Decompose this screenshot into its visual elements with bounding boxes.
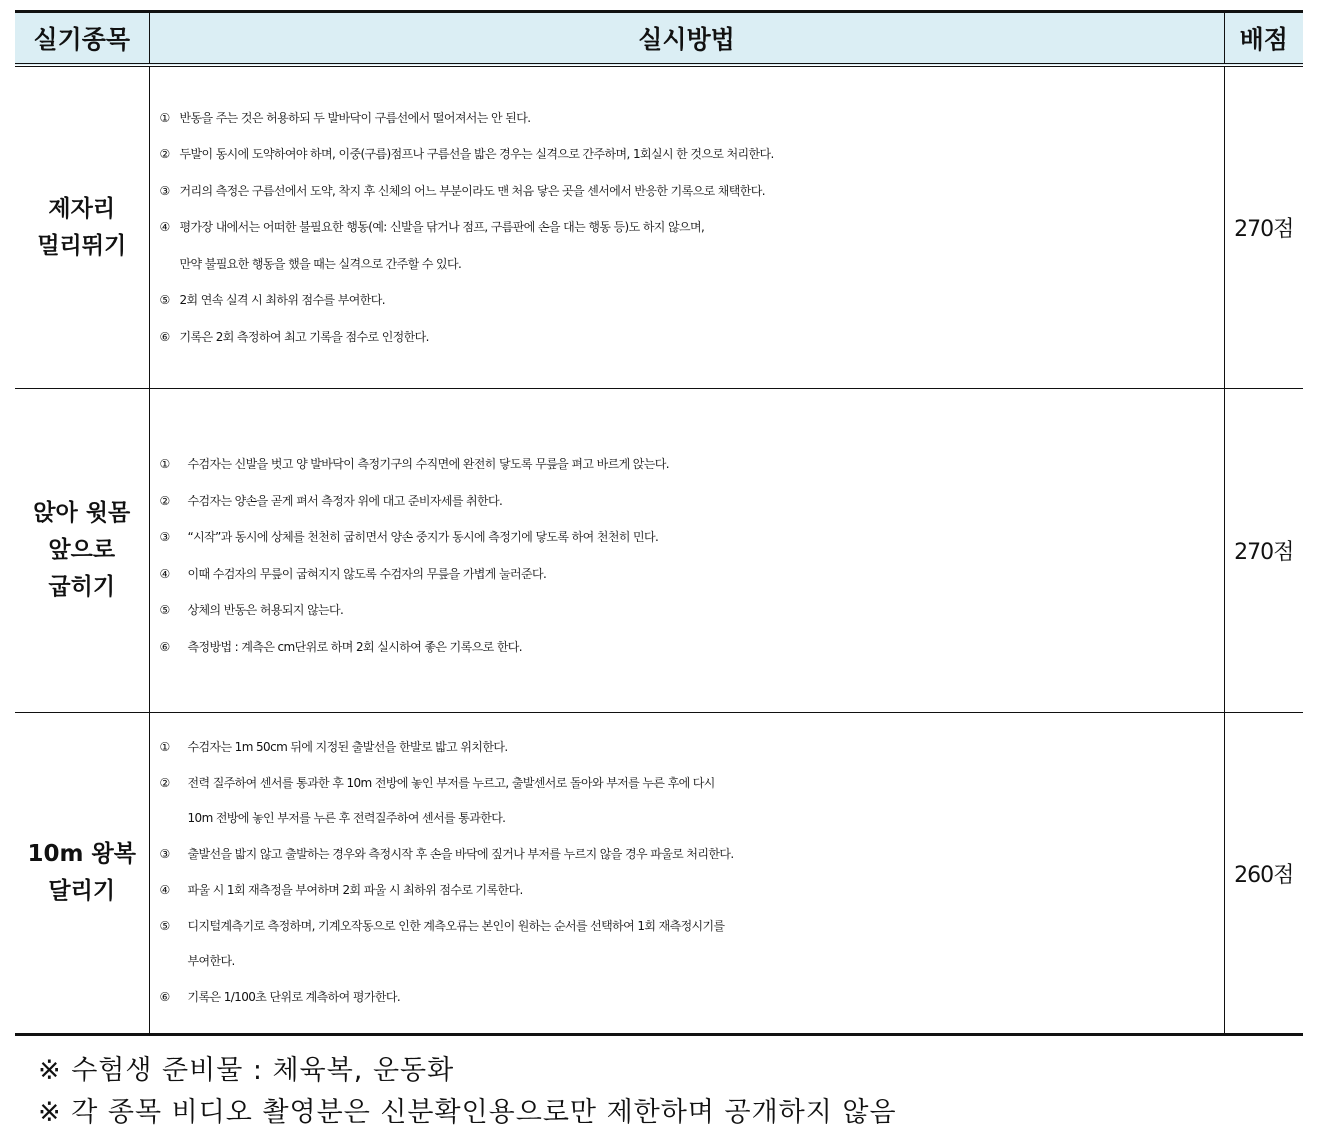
list-item xyxy=(160,837,1224,872)
list-item xyxy=(160,556,1224,593)
item-text: 이때 수검자의 무릎이 굽혀지지 않도록 수검자의 무릎을 가볍게 눌러준다. xyxy=(187,566,547,581)
footnotes xyxy=(38,1050,897,1134)
table-row xyxy=(15,65,1303,389)
list-item xyxy=(160,136,1224,173)
list-item xyxy=(160,873,1224,908)
method-list xyxy=(160,730,1224,1015)
note-preparation: ※ 수험생 준비물 : 체육복, 운동화 xyxy=(38,1055,455,1086)
practical-test-table xyxy=(15,10,1303,1036)
item-number: ③ xyxy=(159,183,170,198)
item-text: “시작”과 동시에 상체를 천천히 굽히면서 양손 중지가 동시에 측정기에 닿도록 하여 천천히 민다. xyxy=(187,530,659,544)
item-number: ④ xyxy=(159,220,170,235)
item-number: ③ xyxy=(159,530,170,544)
list-item xyxy=(160,446,1224,483)
list-item xyxy=(160,282,1224,319)
item-number: ② xyxy=(159,776,170,790)
event-name xyxy=(15,389,149,713)
item-text-continuation: 10m 전방에 놓인 부저를 누른 후 전력질주하여 센서를 통과한다. xyxy=(187,811,506,825)
item-text: 출발선을 밟지 않고 출발하는 경우와 측정시작 후 손을 바닥에 짚거나 부저를 누르지 않을 경우 파울로 처리한다. xyxy=(187,847,734,861)
item-text-continuation: 부여한다. xyxy=(187,954,235,968)
table-row xyxy=(15,713,1303,1035)
item-text: 전력 질주하여 센서를 통과한 후 10m 전방에 놓인 부저를 누르고, 출발센서로 돌아와 부저를 누른 후에 다시 xyxy=(187,776,715,790)
list-item xyxy=(160,100,1224,137)
note-video: ※ 각 종목 비디오 촬영분은 신분확인용으로만 제한하며 공개하지 않음 xyxy=(38,1097,897,1128)
item-text: 수검자는 양손을 곧게 펴서 측정자 위에 대고 준비자세를 취한다. xyxy=(187,493,503,508)
item-number: ① xyxy=(159,110,170,125)
header-event: 실기종목 xyxy=(15,12,149,66)
item-text: 측정방법 : 계측은 cm단위로 하며 2회 실시하여 좋은 기록으로 한다. xyxy=(187,639,523,654)
item-text: 기록은 1/100초 단위로 계측하여 평가한다. xyxy=(187,990,401,1004)
list-item xyxy=(160,519,1224,556)
list-item xyxy=(160,592,1224,629)
item-text-continuation: 만약 불필요한 행동을 했을 때는 실격으로 간주할 수 있다. xyxy=(179,256,462,271)
table-row xyxy=(15,389,1303,713)
method-cell xyxy=(149,389,1224,713)
score-value: 260점 xyxy=(1224,713,1303,1035)
item-text: 디지털계측기로 측정하며, 기계오작동으로 인한 계측오류는 본인이 원하는 순서를 선택하여 1회 재측정시기를 xyxy=(187,919,725,933)
method-list xyxy=(160,100,1224,356)
event-name-line: 10m 왕복 xyxy=(27,841,136,867)
list-item xyxy=(160,629,1224,666)
item-number: ② xyxy=(159,147,170,162)
item-text: 상체의 반동은 허용되지 않는다. xyxy=(187,603,344,617)
item-number: ⑥ xyxy=(159,639,170,654)
item-text: 두발이 동시에 도약하여야 하며, 이중(구름)점프나 구름선을 밟은 경우는 실격으로 간주하며, 1회실시 한 것으로 처리한다. xyxy=(179,147,774,162)
item-number: ⑤ xyxy=(159,603,170,617)
event-name-line: 멀리뛰기 xyxy=(37,232,127,259)
item-text: 반동을 주는 것은 허용하되 두 발바닥이 구름선에서 떨어져서는 안 된다. xyxy=(179,110,531,125)
list-item xyxy=(160,909,1224,979)
event-name xyxy=(15,65,149,389)
list-item xyxy=(160,173,1224,210)
item-number: ⑤ xyxy=(159,919,170,933)
method-list xyxy=(160,436,1224,665)
item-text: 수검자는 신발을 벗고 양 발바닥이 측정기구의 수직면에 완전히 닿도록 무릎을 펴고 바르게 앉는다. xyxy=(187,457,669,471)
event-name xyxy=(15,713,149,1035)
item-text: 기록은 2회 측정하여 최고 기록을 점수로 인정한다. xyxy=(179,329,429,344)
event-name-line: 앉아 윗몸 xyxy=(33,500,131,526)
event-name-line: 굽히기 xyxy=(48,574,116,600)
header-score: 배점 xyxy=(1224,12,1303,66)
list-item xyxy=(160,319,1224,356)
list-item xyxy=(160,209,1224,282)
list-item xyxy=(160,980,1224,1015)
item-text: 파울 시 1회 재측정을 부여하며 2회 파울 시 최하위 점수로 기록한다. xyxy=(187,883,523,897)
score-value: 270점 xyxy=(1224,389,1303,713)
event-name-line: 앞으로 xyxy=(48,537,116,563)
item-number: ① xyxy=(159,740,170,754)
item-text: 평가장 내에서는 어떠한 불필요한 행동(예: 신발을 닦거나 점프, 구름판에 손을 대는 행동 등)도 하지 않으며, xyxy=(179,220,705,235)
item-text: 수검자는 1m 50cm 뒤에 지정된 출발선을 한발로 밟고 위치한다. xyxy=(187,740,508,754)
list-item xyxy=(160,766,1224,836)
event-name-line: 달리기 xyxy=(48,878,116,904)
score-value: 270점 xyxy=(1224,65,1303,389)
header-method: 실시방법 xyxy=(149,12,1224,66)
item-number: ④ xyxy=(159,566,170,581)
item-number: ⑤ xyxy=(159,293,170,308)
item-number: ③ xyxy=(159,847,170,861)
item-number: ⑥ xyxy=(159,329,170,344)
list-item xyxy=(160,730,1224,765)
method-cell xyxy=(149,713,1224,1035)
item-number: ⑥ xyxy=(159,990,170,1004)
item-number: ① xyxy=(159,457,170,471)
item-number: ② xyxy=(159,493,170,508)
item-text: 2회 연속 실격 시 최하위 점수를 부여한다. xyxy=(179,293,385,308)
list-item xyxy=(160,483,1224,520)
item-number: ④ xyxy=(159,883,170,897)
table-header-row xyxy=(15,12,1303,66)
item-text: 거리의 측정은 구름선에서 도약, 착지 후 신체의 어느 부분이라도 맨 처음 닿은 곳을 센서에서 반응한 기록으로 채택한다. xyxy=(179,183,765,198)
event-name-line: 제자리 xyxy=(48,195,116,222)
method-cell xyxy=(149,65,1224,389)
